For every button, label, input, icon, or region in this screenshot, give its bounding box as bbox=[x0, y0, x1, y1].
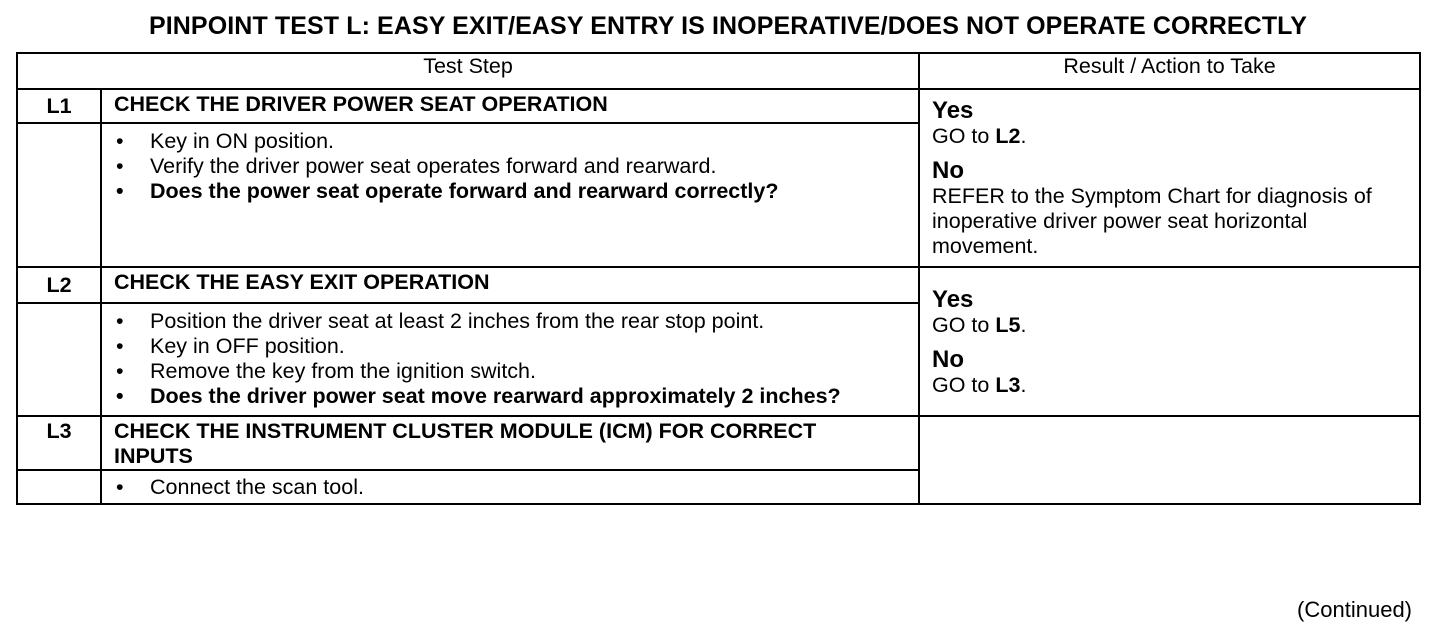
step-l1-body bbox=[101, 123, 919, 267]
list-item: • Verify the driver power seat operates forward and rearward. bbox=[114, 154, 906, 179]
step-l3-title: CHECK THE INSTRUMENT CLUSTER MODULE (ICM) FOR CORRECT INPUTS bbox=[101, 416, 919, 470]
step-l3-result bbox=[919, 416, 1420, 504]
result-header: Result / Action to Take bbox=[919, 53, 1420, 89]
step-l2-result bbox=[919, 267, 1420, 416]
step-l3-bullets bbox=[114, 475, 906, 500]
list-item: • Position the driver seat at least 2 inches from the rear stop point. bbox=[114, 309, 906, 334]
list-item: • Key in ON position. bbox=[114, 129, 906, 154]
list-item: • Connect the scan tool. bbox=[114, 475, 906, 500]
step-l2-id: L2 bbox=[17, 267, 101, 303]
step-l2-title-row bbox=[17, 267, 1420, 303]
step-l2-title: CHECK THE EASY EXIT OPERATION bbox=[101, 267, 919, 303]
continued-note: (Continued) bbox=[1297, 597, 1412, 622]
test-step-header: Test Step bbox=[17, 53, 919, 89]
pinpoint-test-table bbox=[16, 52, 1421, 505]
table-header-row bbox=[17, 53, 1420, 89]
step-l1-yes-target: L2 bbox=[995, 124, 1021, 148]
step-l2-id-spacer bbox=[17, 303, 101, 416]
step-l1-title-row bbox=[17, 89, 1420, 123]
step-l3-id-spacer bbox=[17, 470, 101, 504]
step-l1-question: • Does the power seat operate forward and rearward correctly? bbox=[114, 179, 906, 204]
step-l3-body bbox=[101, 470, 919, 504]
step-l1-yes-label: Yes bbox=[932, 97, 974, 124]
step-l2-bullets bbox=[114, 309, 906, 409]
step-l3-id: L3 bbox=[17, 416, 101, 470]
step-l1-no-action: REFER to the Symptom Chart for diagnosis of inoperative driver power seat horizontal movement. bbox=[932, 184, 1372, 258]
step-l2-question: • Does the driver power seat move rearward approximately 2 inches? bbox=[114, 384, 906, 409]
step-l2-yes-action: GO to L5. bbox=[932, 312, 1027, 337]
page-title: PINPOINT TEST L: EASY EXIT/EASY ENTRY IS INOPERATIVE/DOES NOT OPERATE CORRECTLY bbox=[148, 12, 1308, 40]
step-l1-result bbox=[919, 89, 1420, 267]
step-l2-yes-target: L5 bbox=[995, 312, 1021, 337]
step-l2-yes-label: Yes bbox=[932, 285, 974, 313]
step-l2-body bbox=[101, 303, 919, 416]
step-l1-title: CHECK THE DRIVER POWER SEAT OPERATION bbox=[101, 89, 919, 123]
step-l3-title-row bbox=[17, 416, 1420, 470]
step-l1-bullets bbox=[114, 129, 906, 204]
step-l1-yes-action: GO to L2. bbox=[932, 124, 1027, 148]
step-l1-id-spacer bbox=[17, 123, 101, 267]
step-l2-no-label: No bbox=[932, 345, 965, 373]
step-l2-no-action: GO to L3. bbox=[932, 372, 1027, 397]
step-l2-no-target: L3 bbox=[995, 372, 1021, 397]
step-l1-no-label: No bbox=[932, 157, 965, 184]
list-item: • Remove the key from the ignition switch. bbox=[114, 359, 906, 384]
step-l1-id: L1 bbox=[17, 89, 101, 123]
list-item: • Key in OFF position. bbox=[114, 334, 906, 359]
